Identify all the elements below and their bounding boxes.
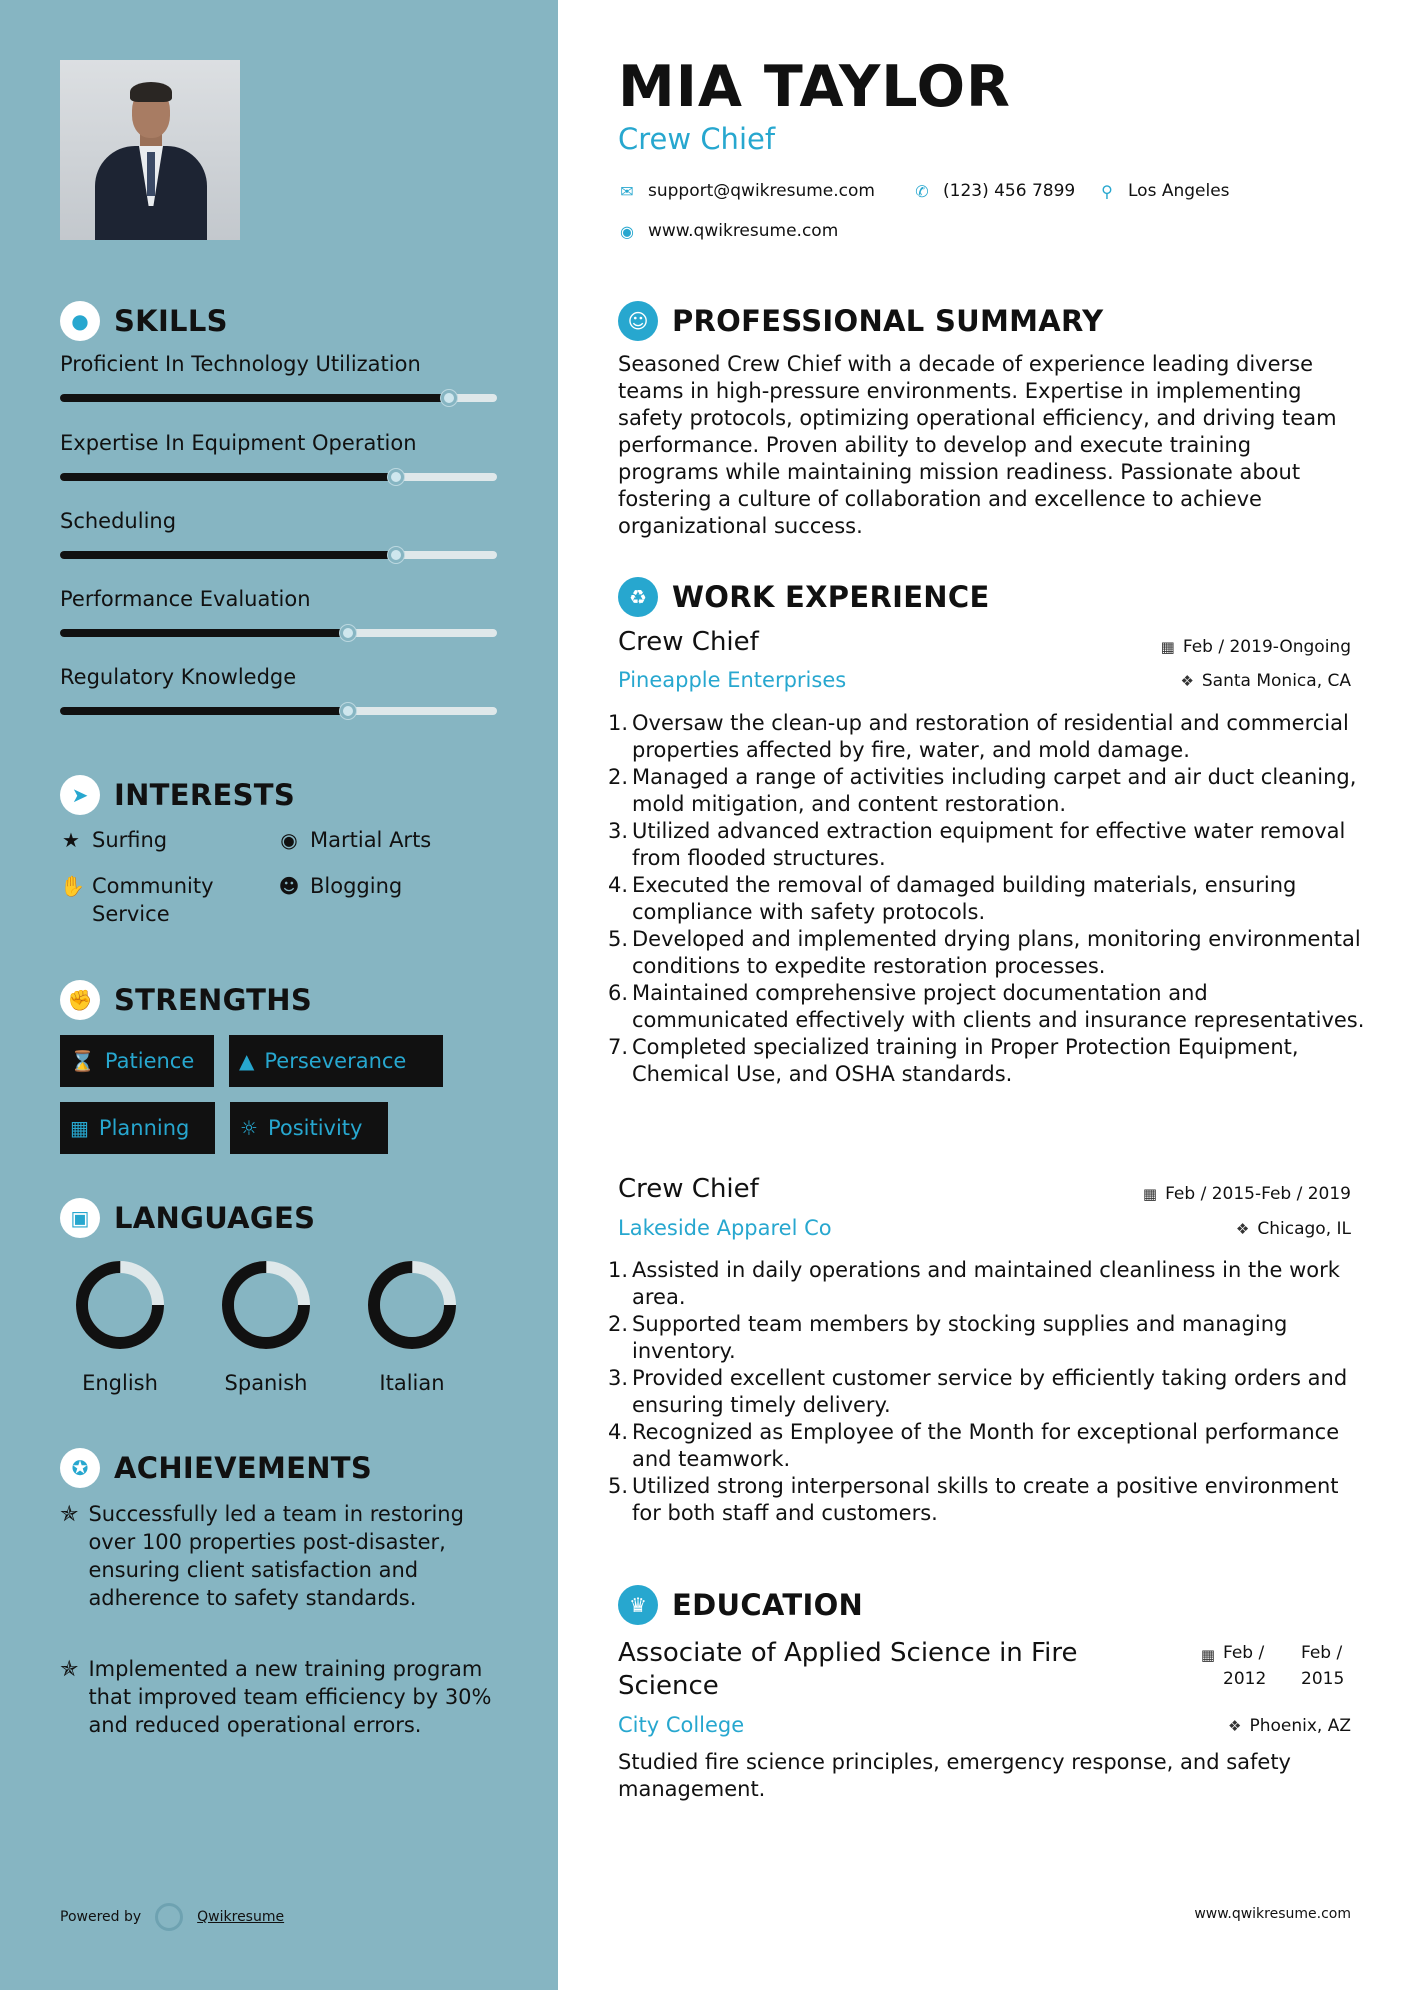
hourglass-icon: ⌛ <box>70 1049 95 1073</box>
language-donut <box>216 1255 316 1355</box>
language-card-icon: ▣ <box>60 1198 100 1238</box>
job-location: ❖ Santa Monica, CA <box>1180 671 1351 691</box>
hand-icon: ✋ <box>60 874 85 898</box>
list-number: 5. <box>608 1474 629 1498</box>
calendar-icon: ▦ <box>1200 1646 1215 1664</box>
list-item <box>608 1311 1368 1365</box>
skill-bar-fill <box>60 707 348 715</box>
calendar-icon: ▦ <box>70 1116 89 1140</box>
education-description: Studied fire science principles, emergency response, and safety management. <box>618 1750 1291 1801</box>
trophy-star-icon: ✯ <box>60 1502 79 1527</box>
education-heading: ♛ EDUCATION <box>618 1585 863 1625</box>
interest-item: ☻ Blogging <box>278 874 403 898</box>
footer-url[interactable]: www.qwikresume.com <box>1194 1906 1351 1922</box>
job-title: Crew Chief <box>618 627 759 657</box>
skills-heading: ● SKILLS <box>60 301 228 341</box>
summary-heading: ☺ PROFESSIONAL SUMMARY <box>618 301 1103 341</box>
skill-item <box>60 352 498 402</box>
list-text: Supported team members by stocking supplies and managing inventory. <box>632 1312 1288 1363</box>
education-location: ❖ Phoenix, AZ <box>1228 1716 1351 1736</box>
skill-bar <box>60 707 497 715</box>
strength-tag: ☼ Positivity <box>230 1102 388 1154</box>
job-bullets <box>608 1257 1368 1527</box>
list-item <box>608 980 1368 1034</box>
candidate-name: MIA TAYLOR <box>618 54 1011 120</box>
list-item <box>608 764 1368 818</box>
sun-icon: ☼ <box>240 1116 258 1140</box>
list-number: 1. <box>608 1258 629 1282</box>
list-text: Utilized advanced extraction equipment for effective water removal from flooded structures. <box>632 819 1346 870</box>
school-name: City College <box>618 1713 745 1737</box>
job-company: Lakeside Apparel Co <box>618 1216 832 1240</box>
paper-plane-icon: ➤ <box>60 775 100 815</box>
skill-label: Performance Evaluation <box>60 587 311 611</box>
list-text: Developed and implemented drying plans, monitoring environmental conditions to expedite restoration processes. <box>632 927 1361 978</box>
language-donut <box>362 1255 462 1355</box>
globe-icon: ◉ <box>280 828 298 852</box>
list-item <box>608 1473 1368 1527</box>
star-badge-icon: ✪ <box>60 1448 100 1488</box>
map-pin-icon: ⚲ <box>1101 181 1113 201</box>
list-text: Recognized as Employee of the Month for exceptional performance and teamwork. <box>632 1420 1340 1471</box>
skill-bar-fill <box>60 629 348 637</box>
achievements-heading: ✪ ACHIEVEMENTS <box>60 1448 372 1488</box>
strength-tag: ▲ Perseverance <box>229 1035 443 1087</box>
lightbulb-icon: ● <box>60 301 100 341</box>
trophy-star-icon: ✯ <box>60 1657 79 1682</box>
list-text: Provided excellent customer service by efficiently taking orders and ensuring timely delivery. <box>632 1366 1348 1417</box>
job-company: Pineapple Enterprises <box>618 668 847 692</box>
list-number: 4. <box>608 873 629 897</box>
pushpin-icon: ❖ <box>1228 1717 1242 1735</box>
skill-label: Expertise In Equipment Operation <box>60 431 417 455</box>
interests-heading: ➤ INTERESTS <box>60 775 295 815</box>
strengths-heading: ✊ STRENGTHS <box>60 980 312 1020</box>
fist-icon: ✊ <box>60 980 100 1020</box>
education-dates: ▦ Feb / 2012 Feb / 2015 <box>1201 1640 1351 1692</box>
job-dates: ▦ Feb / 2015-Feb / 2019 <box>1142 1184 1351 1204</box>
skill-label: Proficient In Technology Utilization <box>60 352 421 376</box>
skill-bar-knob <box>340 625 356 641</box>
calendar-icon: ▦ <box>1142 1185 1158 1203</box>
skill-item <box>60 431 498 481</box>
summary-text: Seasoned Crew Chief with a decade of experience leading diverse teams in high-pressure environments. Expertise in implementing safety protocols, optimizing operational efficiency, and driving team performance. Proven ability to develop and execute training programs while maintaining mission readiness. Passionate about fostering a culture of collaboration and excellence to achieve organizational success. <box>618 352 1337 538</box>
globe-icon: ◉ <box>620 221 634 241</box>
skill-bar <box>60 629 497 637</box>
contact-phone: ✆ (123) 456 7899 <box>913 181 1075 201</box>
list-number: 4. <box>608 1420 629 1444</box>
language-label: Spanish <box>224 1371 308 1395</box>
language-item <box>201 1255 331 1395</box>
skill-bar-knob <box>388 469 404 485</box>
skill-bar-fill <box>60 473 396 481</box>
language-item <box>55 1255 185 1395</box>
achievement-item: ✯ Successfully led a team in restoring over 100 properties post-disaster, ensuring client satisfaction and adherence to safety standards. <box>60 1502 464 1610</box>
skill-bar-knob <box>340 703 356 719</box>
list-item <box>608 818 1368 872</box>
envelope-icon: ✉ <box>620 181 634 201</box>
sidebar <box>0 0 558 1990</box>
road-icon: ▲ <box>239 1049 255 1073</box>
list-item <box>608 710 1368 764</box>
user-icon: ☺ <box>618 301 658 341</box>
interest-item: ★ Surfing <box>60 826 167 854</box>
calendar-icon: ▦ <box>1160 638 1175 656</box>
skill-bar-fill <box>60 394 449 402</box>
users-icon: ☻ <box>278 874 300 898</box>
languages-heading: ▣ LANGUAGES <box>60 1198 315 1238</box>
contact-location: ⚲ Los Angeles <box>1098 181 1230 201</box>
strength-tag: ▦ Planning <box>60 1102 215 1154</box>
contact-email[interactable]: ✉ support@qwikresume.com <box>618 181 875 201</box>
degree-title: Associate of Applied Science in Fire Science <box>618 1638 1078 1701</box>
list-text: Assisted in daily operations and maintained cleanliness in the work area. <box>632 1258 1340 1309</box>
list-number: 2. <box>608 1312 629 1336</box>
skill-bar-knob <box>388 547 404 563</box>
graduation-icon: ♛ <box>618 1585 658 1625</box>
skill-bar <box>60 473 497 481</box>
phone-icon: ✆ <box>915 181 929 201</box>
list-item <box>608 1034 1368 1088</box>
list-text: Oversaw the clean-up and restoration of residential and commercial properties affected by fire, water, and mold damage. <box>632 711 1349 762</box>
contact-website[interactable]: ◉ www.qwikresume.com <box>618 221 838 241</box>
main-content <box>558 0 1407 1990</box>
candidate-title: Crew Chief <box>618 122 776 156</box>
skill-bar-knob <box>441 390 457 406</box>
language-label: English <box>82 1371 158 1395</box>
list-item <box>608 1419 1368 1473</box>
list-number: 3. <box>608 819 629 843</box>
achievement-item: ✯ Implemented a new training program that improved team efficiency by 30% and reduced operational errors. <box>60 1657 492 1737</box>
strength-tag: ⌛ Patience <box>60 1035 214 1087</box>
interest-item: ◉ Martial Arts <box>278 826 431 854</box>
list-number: 2. <box>608 765 629 789</box>
skill-item <box>60 665 498 715</box>
job-location: ❖ Chicago, IL <box>1235 1219 1351 1239</box>
interest-item: ✋ Community Service <box>60 874 214 926</box>
list-item <box>608 926 1368 980</box>
list-number: 3. <box>608 1366 629 1390</box>
list-number: 7. <box>608 1035 629 1059</box>
job-title: Crew Chief <box>618 1174 759 1204</box>
experience-heading: ♻ WORK EXPERIENCE <box>618 577 990 617</box>
list-number: 1. <box>608 711 629 735</box>
list-text: Completed specialized training in Proper Protection Equipment, Chemical Use, and OSHA standards. <box>632 1035 1299 1086</box>
list-text: Utilized strong interpersonal skills to create a positive environment for both staff and customers. <box>632 1474 1339 1525</box>
powered-by: Powered by Qwikresume <box>60 1903 284 1931</box>
job-dates: ▦ Feb / 2019-Ongoing <box>1160 637 1351 657</box>
job-bullets <box>608 710 1368 1088</box>
list-number: 6. <box>608 981 629 1005</box>
list-item <box>608 1365 1368 1419</box>
language-item <box>347 1255 477 1395</box>
skill-bar <box>60 551 497 559</box>
list-text: Executed the removal of damaged building materials, ensuring compliance with safety protocols. <box>632 873 1297 924</box>
language-donut <box>70 1255 170 1355</box>
skill-label: Scheduling <box>60 509 177 533</box>
pushpin-icon: ❖ <box>1235 1220 1250 1238</box>
list-item <box>608 872 1368 926</box>
skill-bar-fill <box>60 551 396 559</box>
pushpin-icon: ❖ <box>1180 672 1194 690</box>
list-text: Managed a range of activities including carpet and air duct cleaning, mold mitigation, and content restoration. <box>632 765 1357 816</box>
profile-photo <box>60 60 240 240</box>
skill-label: Regulatory Knowledge <box>60 665 297 689</box>
skill-bar <box>60 394 497 402</box>
brand-link[interactable]: Qwikresume <box>197 1909 285 1925</box>
language-label: Italian <box>379 1371 445 1395</box>
list-number: 5. <box>608 927 629 951</box>
qwikresume-logo-icon <box>155 1903 183 1931</box>
skill-item <box>60 587 498 637</box>
office-chair-icon: ♻ <box>618 577 658 617</box>
star-icon: ★ <box>62 828 80 852</box>
list-text: Maintained comprehensive project documentation and communicated effectively with clients and insurance representatives. <box>632 981 1365 1032</box>
skill-item <box>60 509 498 559</box>
list-item <box>608 1257 1368 1311</box>
